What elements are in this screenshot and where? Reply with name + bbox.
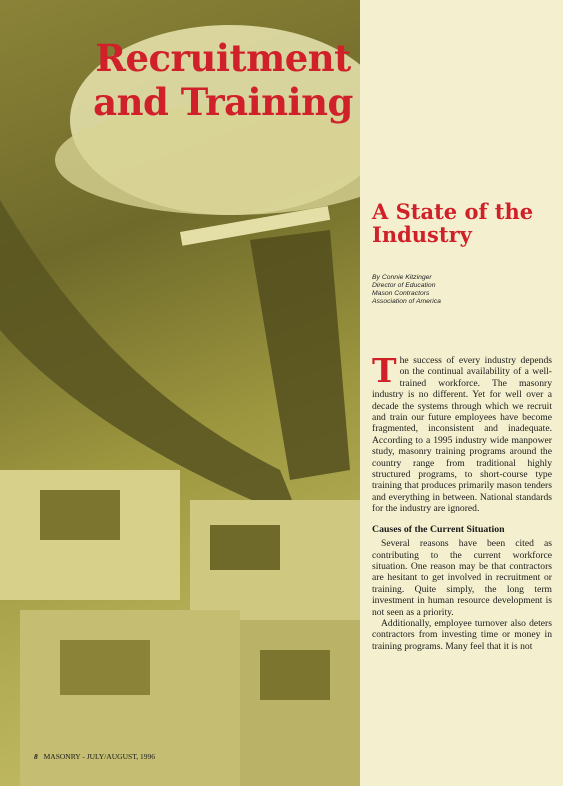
byline-line: Director of Education [372, 282, 436, 289]
paragraph: Several reasons have been cited as contributing to the current workforce situation. One reason may be that contractors are hesitant to get involved in recruitment or training. Quite simply, the long term investment in human resource development is not seen as a priority. [372, 538, 552, 618]
byline [372, 274, 552, 306]
intro-paragraph [372, 351, 552, 515]
main-title: Recruitment and Training [93, 36, 353, 124]
byline-line: By Connie Kitzinger [372, 274, 432, 281]
publication-info: MASONRY - JULY/AUGUST, 1996 [43, 752, 155, 761]
section-heading: Causes of the Current Situation [372, 523, 505, 535]
byline-line: Mason Contractors [372, 290, 430, 297]
article-subtitle: A State of the Industry [372, 199, 534, 247]
article-body [372, 351, 552, 652]
intro-text: he success of every industry depends on the continual availability of a well-trained workforce. The masonry industry is no different. Yet for well over a decade the systems through which we recruit and train our future employees have become fragmented, inconsistent and inadequate. According to a 1995 industry wide manpower study, masonry training programs around the country range from traditional highly structured programs, to short-course type training that produces primarily mason tenders and everything in between. National standards for the industry are ignored. [372, 355, 552, 515]
paragraph: Additionally, employee turnover also deters contractors from investing time or money in training programs. Many feel that it is not [372, 617, 552, 652]
page-number: 8 [34, 752, 38, 761]
drop-cap: T [372, 351, 397, 390]
page-footer [34, 752, 234, 761]
byline-line: Association of America [372, 298, 441, 305]
